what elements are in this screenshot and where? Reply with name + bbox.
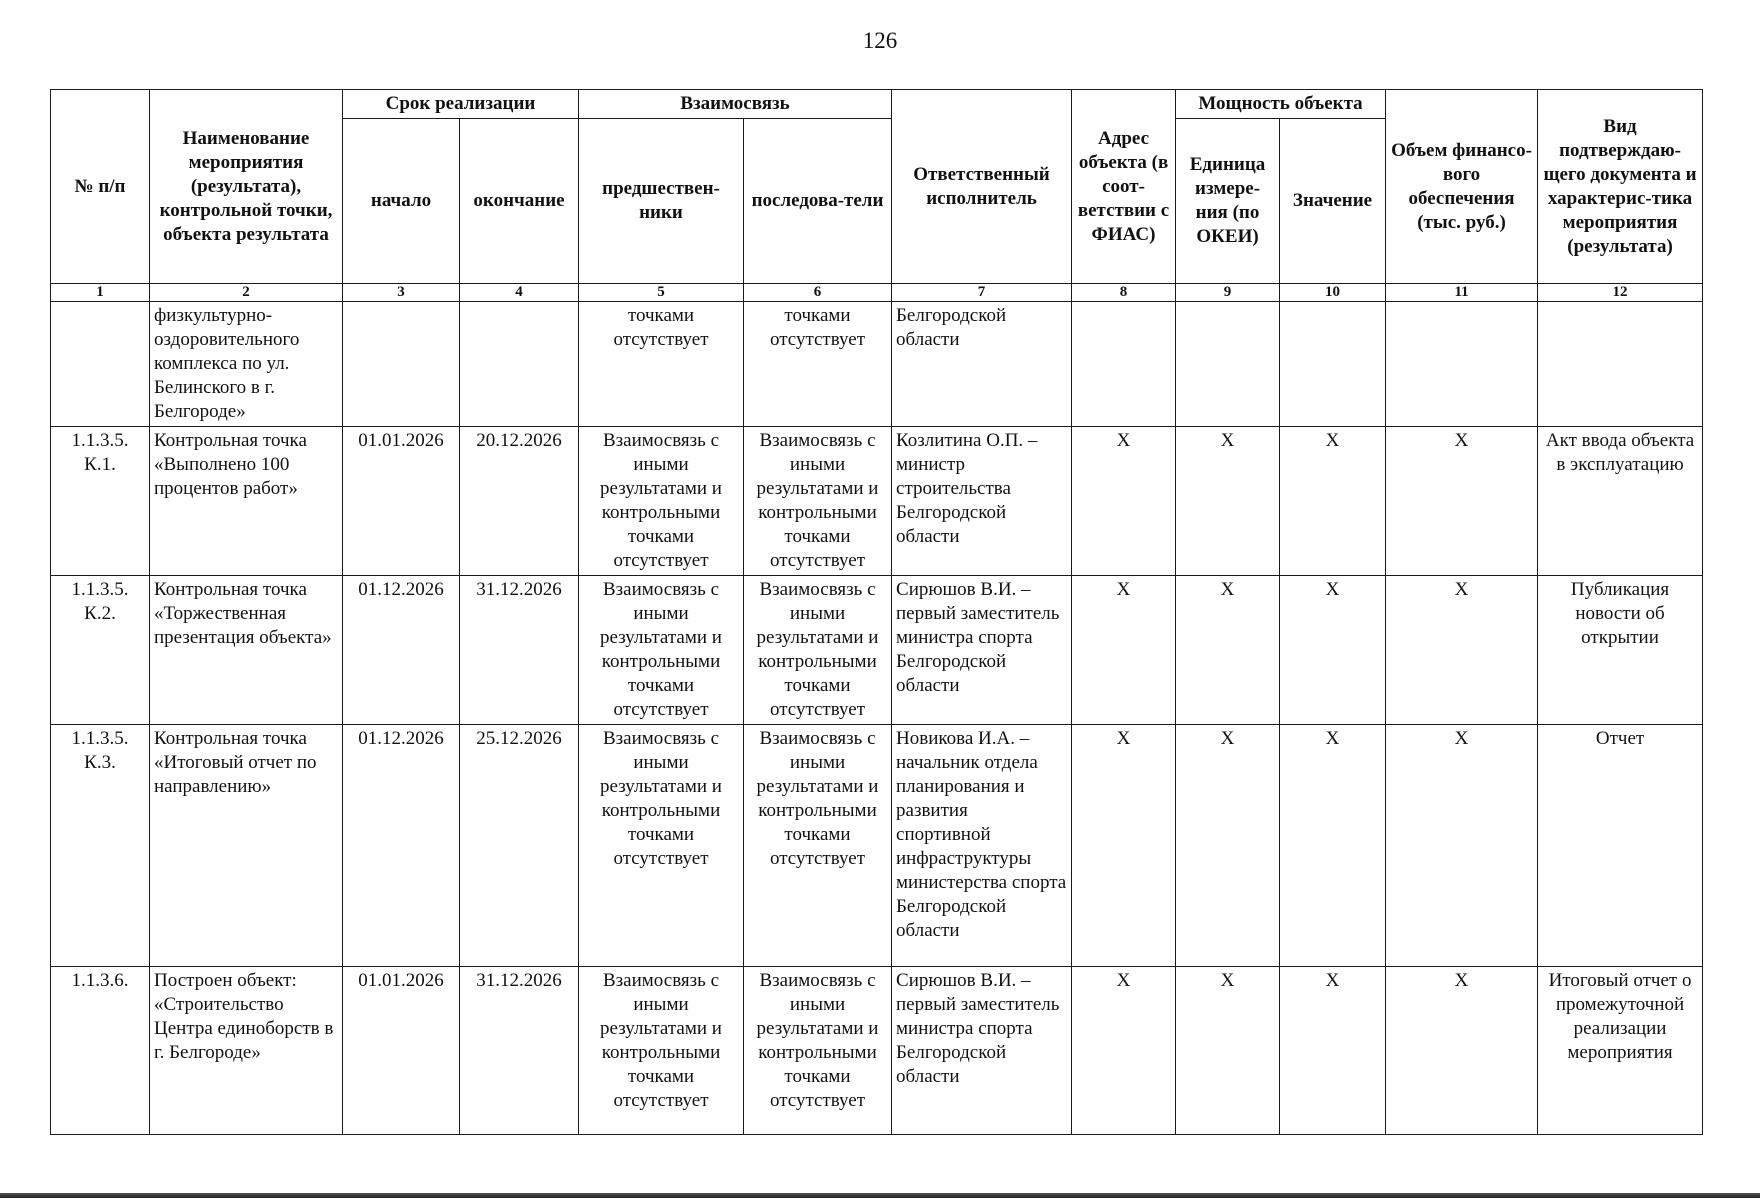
row-address: X	[1072, 967, 1176, 1135]
row-unit	[1176, 302, 1280, 427]
page-number: 126	[862, 28, 898, 53]
row-end: 25.12.2026	[460, 725, 579, 967]
row-successors: Взаимосвязь с иными результатами и контрольными точками отсутствует	[744, 427, 892, 576]
column-number: 9	[1176, 284, 1280, 302]
header-responsible: Ответственный исполнитель	[892, 90, 1072, 284]
column-number: 7	[892, 284, 1072, 302]
row-start: 01.01.2026	[343, 427, 460, 576]
row-start	[343, 302, 460, 427]
row-name: Контрольная точка «Итоговый отчет по направлению»	[150, 725, 343, 967]
row-finance: X	[1386, 427, 1538, 576]
header-row-1	[51, 90, 1703, 119]
row-successors: Взаимосвязь с иными результатами и контрольными точками отсутствует	[744, 725, 892, 967]
row-responsible: Сирюшов В.И. – первый заместитель министра спорта Белгородской области	[892, 967, 1072, 1135]
plan-table	[50, 89, 1703, 1135]
row-predecessors: Взаимосвязь с иными результатами и контрольными точками отсутствует	[579, 967, 744, 1135]
row-name: Контрольная точка «Выполнено 100 процентов работ»	[150, 427, 343, 576]
row-address: X	[1072, 576, 1176, 725]
row-unit: X	[1176, 576, 1280, 725]
row-end: 20.12.2026	[460, 427, 579, 576]
table-row	[51, 302, 1703, 427]
row-end: 31.12.2026	[460, 576, 579, 725]
column-number: 11	[1386, 284, 1538, 302]
row-predecessors: Взаимосвязь с иными результатами и контрольными точками отсутствует	[579, 725, 744, 967]
row-address: X	[1072, 427, 1176, 576]
row-successors: Взаимосвязь с иными результатами и контрольными точками отсутствует	[744, 967, 892, 1135]
header-successors: последова-тели	[744, 119, 892, 284]
row-doc	[1538, 302, 1703, 427]
row-unit: X	[1176, 725, 1280, 967]
table-row	[51, 427, 1703, 576]
row-finance	[1386, 302, 1538, 427]
row-predecessors: Взаимосвязь с иными результатами и контрольными точками отсутствует	[579, 576, 744, 725]
column-number: 2	[150, 284, 343, 302]
row-name: Построен объект: «Строительство Центра единоборств в г. Белгороде»	[150, 967, 343, 1135]
row-num: 1.1.3.5. К.2.	[51, 576, 150, 725]
scan-edge-line	[0, 1193, 1760, 1198]
header-address: Адрес объекта (в соот-ветствии с ФИАС)	[1072, 90, 1176, 284]
header-term-group: Срок реализации	[343, 90, 579, 119]
table-row	[51, 967, 1703, 1135]
header-end: окончание	[460, 119, 579, 284]
row-unit: X	[1176, 967, 1280, 1135]
column-number: 8	[1072, 284, 1176, 302]
row-responsible: Сирюшов В.И. – первый заместитель министра спорта Белгородской области	[892, 576, 1072, 725]
row-value: X	[1280, 427, 1386, 576]
column-number: 10	[1280, 284, 1386, 302]
row-responsible: Белгородской области	[892, 302, 1072, 427]
table-row	[51, 725, 1703, 967]
row-doc: Отчет	[1538, 725, 1703, 967]
column-number: 6	[744, 284, 892, 302]
row-start: 01.01.2026	[343, 967, 460, 1135]
row-address: X	[1072, 725, 1176, 967]
column-number: 5	[579, 284, 744, 302]
header-link-group: Взаимосвязь	[579, 90, 892, 119]
row-value: X	[1280, 576, 1386, 725]
row-predecessors: точками отсутствует	[579, 302, 744, 427]
row-address	[1072, 302, 1176, 427]
row-value: X	[1280, 967, 1386, 1135]
row-successors: точками отсутствует	[744, 302, 892, 427]
row-finance: X	[1386, 576, 1538, 725]
row-end	[460, 302, 579, 427]
header-num: № п/п	[51, 90, 150, 284]
column-number: 12	[1538, 284, 1703, 302]
header-unit: Единица измере-ния (по ОКЕИ)	[1176, 119, 1280, 284]
row-start: 01.12.2026	[343, 725, 460, 967]
row-finance: X	[1386, 967, 1538, 1135]
row-end: 31.12.2026	[460, 967, 579, 1135]
column-number: 3	[343, 284, 460, 302]
row-num: 1.1.3.5. К.3.	[51, 725, 150, 967]
row-successors: Взаимосвязь с иными результатами и контрольными точками отсутствует	[744, 576, 892, 725]
row-name: Контрольная точка «Торжественная презентация объекта»	[150, 576, 343, 725]
row-unit: X	[1176, 427, 1280, 576]
header-doc-type: Вид подтверждаю-щего документа и характерис-тика мероприятия (результата)	[1538, 90, 1703, 284]
header-start: начало	[343, 119, 460, 284]
table-row	[51, 576, 1703, 725]
column-number: 4	[460, 284, 579, 302]
header-value: Значение	[1280, 119, 1386, 284]
row-num: 1.1.3.6.	[51, 967, 150, 1135]
column-number: 1	[51, 284, 150, 302]
row-value	[1280, 302, 1386, 427]
row-finance: X	[1386, 725, 1538, 967]
row-num: 1.1.3.5. К.1.	[51, 427, 150, 576]
row-predecessors: Взаимосвязь с иными результатами и контрольными точками отсутствует	[579, 427, 744, 576]
row-responsible: Новикова И.А. – начальник отдела планирования и развития спортивной инфраструктуры министерства спорта Белгородской области	[892, 725, 1072, 967]
header-predecessors: предшествен-ники	[579, 119, 744, 284]
row-doc: Публикация новости об открытии	[1538, 576, 1703, 725]
row-num	[51, 302, 150, 427]
row-name: физкультурно-оздоровительного комплекса по ул. Белинского в г. Белгороде»	[150, 302, 343, 427]
header-capacity-group: Мощность объекта	[1176, 90, 1386, 119]
column-number-row	[51, 284, 1703, 302]
header-name: Наименование мероприятия (результата), контрольной точки, объекта результата	[150, 90, 343, 284]
header-finance: Объем финансо-вого обеспечения (тыс. руб.)	[1386, 90, 1538, 284]
row-value: X	[1280, 725, 1386, 967]
row-doc: Акт ввода объекта в эксплуатацию	[1538, 427, 1703, 576]
row-start: 01.12.2026	[343, 576, 460, 725]
row-responsible: Козлитина О.П. – министр строительства Белгородской области	[892, 427, 1072, 576]
row-doc: Итоговый отчет о промежуточной реализации мероприятия	[1538, 967, 1703, 1135]
